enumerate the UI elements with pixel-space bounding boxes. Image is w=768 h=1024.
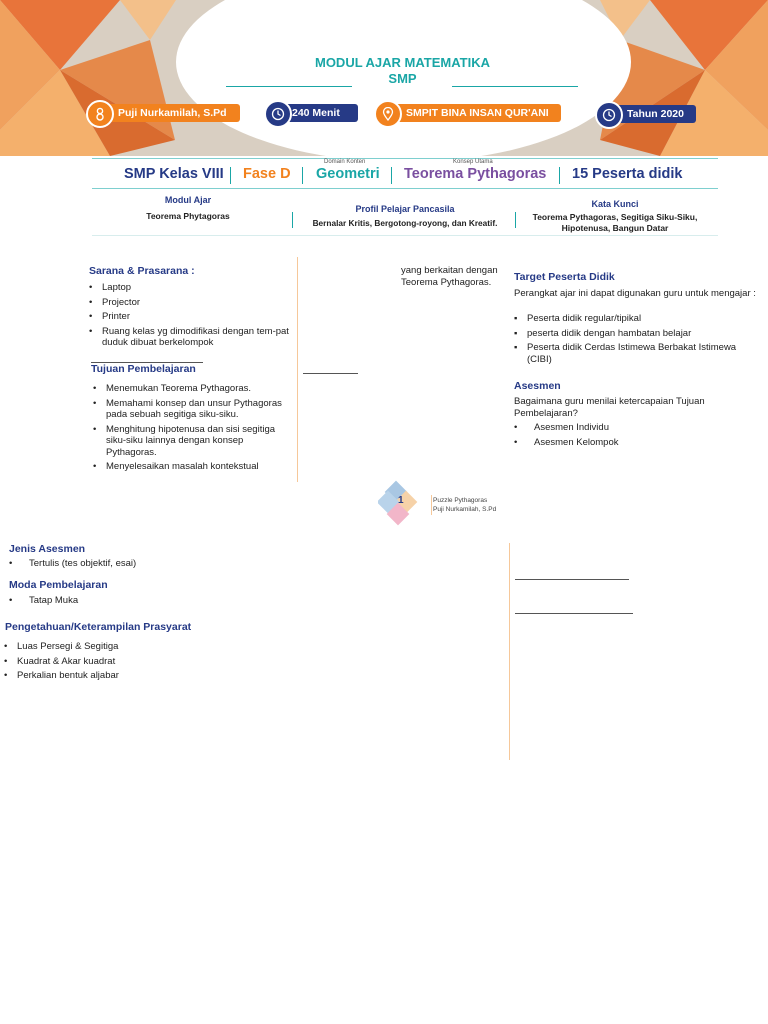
kunci-value: Teorema Pythagoras, Segitiga Siku-Siku, Hipotenusa, Bangun Datar [532,212,698,233]
prasyarat-list [4,641,254,685]
list-item: ▪ Peserta didik Cerdas Istimewa Berbakat Istimewa (CIBI) [514,342,759,365]
school-pill [386,104,561,122]
sarana-list [89,282,289,352]
column-divider [509,543,510,760]
separator [515,212,516,228]
list-item: • Laptop [89,282,289,294]
moda-heading: Moda Pembelajaran [9,579,108,591]
grade-label: SMP Kelas VIII [124,166,224,182]
page-subtitle: SMP [388,71,417,86]
target-heading: Target Peserta Didik [514,271,615,283]
domain-label: Geometri [316,166,380,182]
modul-value: Teorema Phytagoras [146,211,230,221]
prasyarat-heading: Pengetahuan/Keterampilan Prasyarat [5,621,192,633]
clock-icon [264,100,292,128]
puzzle-icon [378,480,430,530]
kunci-label: Kata Kunci [591,199,639,209]
school-name: SMPIT BINA INSAN QUR'ANI [406,107,549,119]
list-item: • Asesmen Kelompok [510,437,750,449]
author-name: Puji Nurkamilah, S.Pd [118,107,227,119]
separator [391,167,392,184]
info-bar-top-rule [92,158,718,159]
concept-caption: Konsep Utama [453,159,493,165]
title-rule-left [226,86,352,87]
modul-label: Modul Ajar [164,195,212,205]
list-item: • Menemukan Teorema Pythagoras. [93,383,293,395]
profil-label: Profil Pelajar Pancasila [355,204,455,214]
list-item: • Luas Persegi & Segitiga [4,641,254,653]
info-bar-bottom-rule [92,188,718,189]
badge-divider [431,495,432,515]
jenis-asesmen-list [5,558,255,573]
year-text: Tahun 2020 [627,108,684,120]
list-item: ▪ peserta didik dengan hambatan belajar [514,328,759,340]
students-label: 15 Peserta didik [572,166,683,182]
list-item: • Menyelesaikan masalah kontekstual [93,461,293,473]
separator [559,167,560,184]
target-list [514,313,759,368]
meta-bottom-rule [92,235,718,236]
list-item: • Asesmen Individu [510,422,750,434]
list-item: • Kuadrat & Akar kuadrat [4,656,254,668]
profil-value: Bernalar Kritis, Bergotong-royong, dan Kreatif. [312,218,498,228]
badge-text [433,496,496,514]
year-pill [607,105,696,123]
location-pin-icon [374,100,402,128]
title-rule-right [452,86,578,87]
page-number: 1 [398,495,404,506]
list-item: • Tertulis (tes objektif, esai) [5,558,255,570]
separator [292,212,293,228]
person-icon [86,100,114,128]
blank-rule [515,579,629,580]
phase-label: Fase D [243,166,291,182]
list-item: • Perkalian bentuk aljabar [4,670,254,682]
clock-icon [595,101,623,129]
asesmen-intro: Bagaimana guru menilai ketercapaian Tujuan Pembelajaran? [514,396,705,419]
concept-label: Teorema Pythagoras [404,166,547,182]
middle-text: yang berkaitan dengan Teorema Pythagoras. [401,265,498,288]
tujuan-list [93,383,293,476]
target-intro: Perangkat ajar ini dapat digunakan guru untuk mengajar : [514,288,756,299]
blank-rule [515,613,633,614]
list-item: • Ruang kelas yg dimodifikasi dengan tem-pat duduk dibuat berkelompok [89,326,289,349]
list-item: • Tatap Muka [5,595,255,607]
list-item: • Printer [89,311,289,323]
domain-caption: Domain Konten [324,159,366,165]
blank-rule [303,373,358,374]
asesmen-heading: Asesmen [514,380,561,392]
list-item: • Projector [89,297,289,309]
asesmen-list [510,422,750,451]
tujuan-heading: Tujuan Pembelajaran [91,363,196,375]
duration-text: 240 Menit [292,107,340,119]
column-divider [297,257,298,482]
badge-line-1: Puzzle Pythagoras [433,497,488,504]
page-title: MODUL AJAR MATEMATIKA [314,55,490,70]
moda-list [5,595,255,610]
sarana-heading: Sarana & Prasarana : [89,265,195,277]
separator [230,167,231,184]
jenis-asesmen-heading: Jenis Asesmen [9,543,86,555]
author-pill [98,104,240,122]
list-item: ▪ Peserta didik regular/tipikal [514,313,759,325]
separator [302,167,303,184]
duration-pill [276,104,358,122]
badge-line-2: Puji Nurkamilah, S.Pd [433,506,497,513]
list-item: • Menghitung hipotenusa dan sisi segitiga siku-siku lainnya dengan konsep Pythagoras. [93,424,293,459]
list-item: • Memahami konsep dan unsur Pythagoras pada sebuah segitiga siku-siku. [93,398,293,421]
